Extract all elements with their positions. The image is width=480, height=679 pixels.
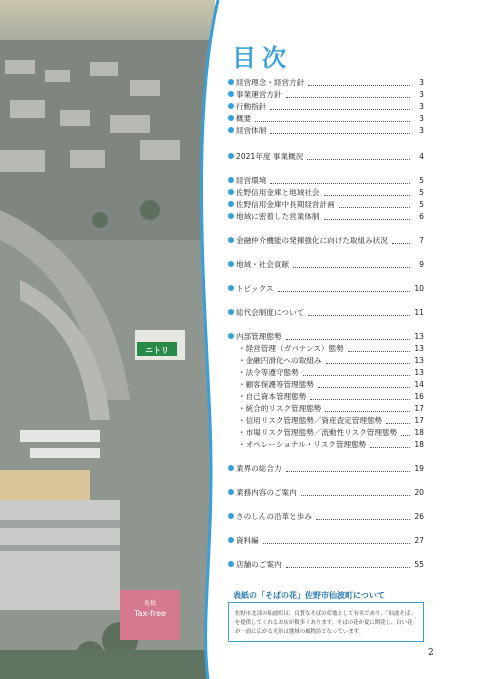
toc-item-page: 14 — [414, 379, 424, 389]
toc-item-label: 金融仲介機能の発揮強化に向けた取組み状況 — [236, 235, 388, 245]
dot-leader — [339, 201, 410, 208]
toc-item-label: トピックス — [236, 283, 274, 293]
dot-leader — [255, 115, 410, 122]
bullet-icon — [228, 333, 234, 339]
bullet-icon — [228, 177, 234, 183]
dot-leader — [263, 537, 410, 544]
dot-leader — [286, 91, 410, 98]
dot-leader — [293, 261, 410, 268]
toc-item-page: 19 — [414, 463, 424, 473]
bullet-icon — [228, 91, 234, 97]
toc-item-label: 地域・社会貢献 — [236, 259, 290, 269]
cover-note-title: 表紙の「そばの花」佐野市仙波町について — [233, 591, 385, 600]
toc-item-label: 地域に密着した営業体制 — [236, 211, 320, 221]
bullet-icon — [228, 285, 234, 291]
bullet-icon — [228, 201, 234, 207]
bullet-icon — [228, 79, 234, 85]
bullet-icon — [228, 489, 234, 495]
toc-item-label: 経営環境 — [236, 175, 267, 185]
toc-item[interactable] — [228, 486, 424, 498]
toc-item-label: さのしんの沿革と歩み — [236, 511, 312, 521]
bullet-icon — [228, 537, 234, 543]
dot-leader — [286, 561, 410, 568]
toc-item[interactable] — [228, 306, 424, 318]
toc-item[interactable] — [228, 210, 424, 222]
toc-item[interactable] — [228, 438, 424, 450]
bullet-icon — [228, 127, 234, 133]
toc-item-label: 事業運営方針 — [236, 89, 282, 99]
toc-item-label: 経営体制 — [236, 125, 267, 135]
page-number: 2 — [428, 648, 434, 658]
dot-leader — [286, 465, 410, 472]
dot-leader — [324, 213, 410, 220]
toc-item-label: ・市場リスク管理態勢／流動性リスク管理態勢 — [238, 427, 398, 437]
toc-item-page: 13 — [414, 367, 424, 377]
dot-leader — [326, 357, 410, 364]
bullet-icon — [228, 465, 234, 471]
toc-item-page: 18 — [414, 439, 424, 449]
dot-leader — [316, 513, 410, 520]
toc-item-label: 内部管理態勢 — [236, 331, 282, 341]
dot-leader — [307, 153, 410, 160]
dot-leader — [324, 189, 410, 196]
toc-item-page: 4 — [419, 151, 424, 161]
dot-leader — [301, 489, 410, 496]
toc-item-page: 26 — [414, 511, 424, 521]
toc-item-label: 佐野信用金庫と地域社会 — [236, 187, 320, 197]
bullet-icon — [228, 153, 234, 159]
bullet-icon — [228, 237, 234, 243]
dot-leader — [270, 127, 410, 134]
toc-item-page: 16 — [414, 391, 424, 401]
bullet-icon — [228, 561, 234, 567]
taxfree-sign: Tax-free — [134, 609, 166, 618]
dot-leader — [308, 309, 410, 316]
toc-item-page: 13 — [414, 331, 424, 341]
toc-item-page: 13 — [414, 343, 424, 353]
toc-item[interactable] — [228, 462, 424, 474]
bullet-icon — [228, 513, 234, 519]
toc-item-label: 業務内容のご案内 — [236, 487, 297, 497]
toc-item[interactable] — [228, 402, 424, 414]
cover-note-box — [228, 602, 424, 642]
toc-item-label: ・法令等遵守態勢 — [238, 367, 299, 377]
bullet-icon — [228, 189, 234, 195]
dot-leader — [308, 79, 410, 86]
toc-item-label: ・経営管理（ガバナンス）態勢 — [238, 343, 344, 353]
toc-item-page: 20 — [414, 487, 424, 497]
toc-item[interactable] — [228, 510, 424, 522]
toc-item-page: 3 — [419, 113, 424, 123]
toc-item[interactable] — [228, 426, 424, 438]
toc-item[interactable] — [228, 354, 424, 366]
dot-leader — [270, 103, 410, 110]
toc-item-label: 総代会制度について — [236, 307, 305, 317]
toc-item-label: 概要 — [236, 113, 252, 123]
dot-leader — [286, 333, 410, 340]
toc-item-page: 6 — [419, 211, 424, 221]
toc-item[interactable] — [228, 558, 424, 570]
toc-item-label: ・信用リスク管理態勢／資産査定管理態勢 — [238, 415, 383, 425]
toc-item[interactable] — [228, 150, 424, 162]
dot-leader — [310, 393, 410, 400]
nitori-sign: ニトリ — [145, 346, 169, 355]
toc-item-label: 佐野信用金庫中長期経営計画 — [236, 199, 335, 209]
toc-item[interactable] — [228, 342, 424, 354]
dot-leader — [325, 405, 410, 412]
toc-item-page: 17 — [414, 415, 424, 425]
toc-item-page: 3 — [419, 125, 424, 135]
toc-item[interactable] — [228, 282, 424, 294]
bullet-icon — [228, 213, 234, 219]
dot-leader — [386, 417, 410, 424]
dot-leader — [270, 177, 410, 184]
toc-item-page: 55 — [414, 559, 424, 569]
toc-item[interactable] — [228, 174, 424, 186]
toc-item-page: 9 — [419, 259, 424, 269]
toc-item-page: 10 — [414, 283, 424, 293]
toc-item[interactable] — [228, 534, 424, 546]
cover-note-body: 佐野市北部の仙波町は、良質なそばの産地として有名であり、「仙波そば」を提供してくれるお店が数多くあります。そばの花が夏に開花し、白い花が一面に広がる光景は地域の風物詩となっています。 — [235, 611, 416, 635]
toc-item[interactable] — [228, 366, 424, 378]
toc-item-page: 3 — [419, 101, 424, 111]
toc-item-page: 27 — [414, 535, 424, 545]
toc-item[interactable] — [228, 390, 424, 402]
toc-item-page: 18 — [414, 427, 424, 437]
toc-item[interactable] — [228, 198, 424, 210]
toc-item-page: 5 — [419, 175, 424, 185]
dot-leader — [348, 345, 410, 352]
toc-item-label: ・自己資本管理態勢 — [238, 391, 307, 401]
toc-item[interactable] — [228, 186, 424, 198]
toc-item-label: 2021年度 事業概況 — [236, 151, 304, 161]
toc-item-label: 行動指針 — [236, 101, 267, 111]
toc-item[interactable] — [228, 124, 424, 136]
toc-item-page: 17 — [414, 403, 424, 413]
toc-item-page: 3 — [419, 89, 424, 99]
toc-item-page: 13 — [414, 355, 424, 365]
toc-item-page: 5 — [419, 187, 424, 197]
toc-item-page: 5 — [419, 199, 424, 209]
dot-leader — [392, 237, 410, 244]
toc-item[interactable] — [228, 258, 424, 270]
bullet-icon — [228, 115, 234, 121]
toc-item-label: ・オペレーショナル・リスク管理態勢 — [238, 439, 367, 449]
dot-leader — [401, 429, 410, 436]
page-title: 目次 — [232, 43, 292, 72]
toc-item-label: 資料編 — [236, 535, 259, 545]
bullet-icon — [228, 103, 234, 109]
toc-item[interactable] — [228, 234, 424, 246]
dot-leader — [318, 381, 410, 388]
dot-leader — [370, 441, 410, 448]
toc-item-label: 経営理念・経営方針 — [236, 77, 305, 87]
toc-item-page: 11 — [414, 307, 424, 317]
toc-item-page: 3 — [419, 77, 424, 87]
toc-item[interactable] — [228, 100, 424, 112]
toc-item-label: 業界の総合力 — [236, 463, 282, 473]
toc-item-label: 店舗のご案内 — [236, 559, 282, 569]
bullet-icon — [228, 309, 234, 315]
toc-item-label: ・統合的リスク管理態勢 — [238, 403, 322, 413]
dot-leader — [303, 369, 410, 376]
toc-item[interactable] — [228, 76, 424, 88]
toc-item[interactable] — [228, 414, 424, 426]
toc-item[interactable] — [228, 378, 424, 390]
toc-item-page: 7 — [419, 235, 424, 245]
bullet-icon — [228, 261, 234, 267]
toc-item[interactable] — [228, 330, 424, 342]
toc-item[interactable] — [228, 88, 424, 100]
toc-item[interactable] — [228, 112, 424, 124]
toc-item-label: ・顧客保護等管理態勢 — [238, 379, 314, 389]
taxfree-brand-sign: 免税 — [143, 600, 157, 607]
dot-leader — [278, 285, 410, 292]
toc-item-label: ・金融円滑化への取組み — [238, 355, 322, 365]
